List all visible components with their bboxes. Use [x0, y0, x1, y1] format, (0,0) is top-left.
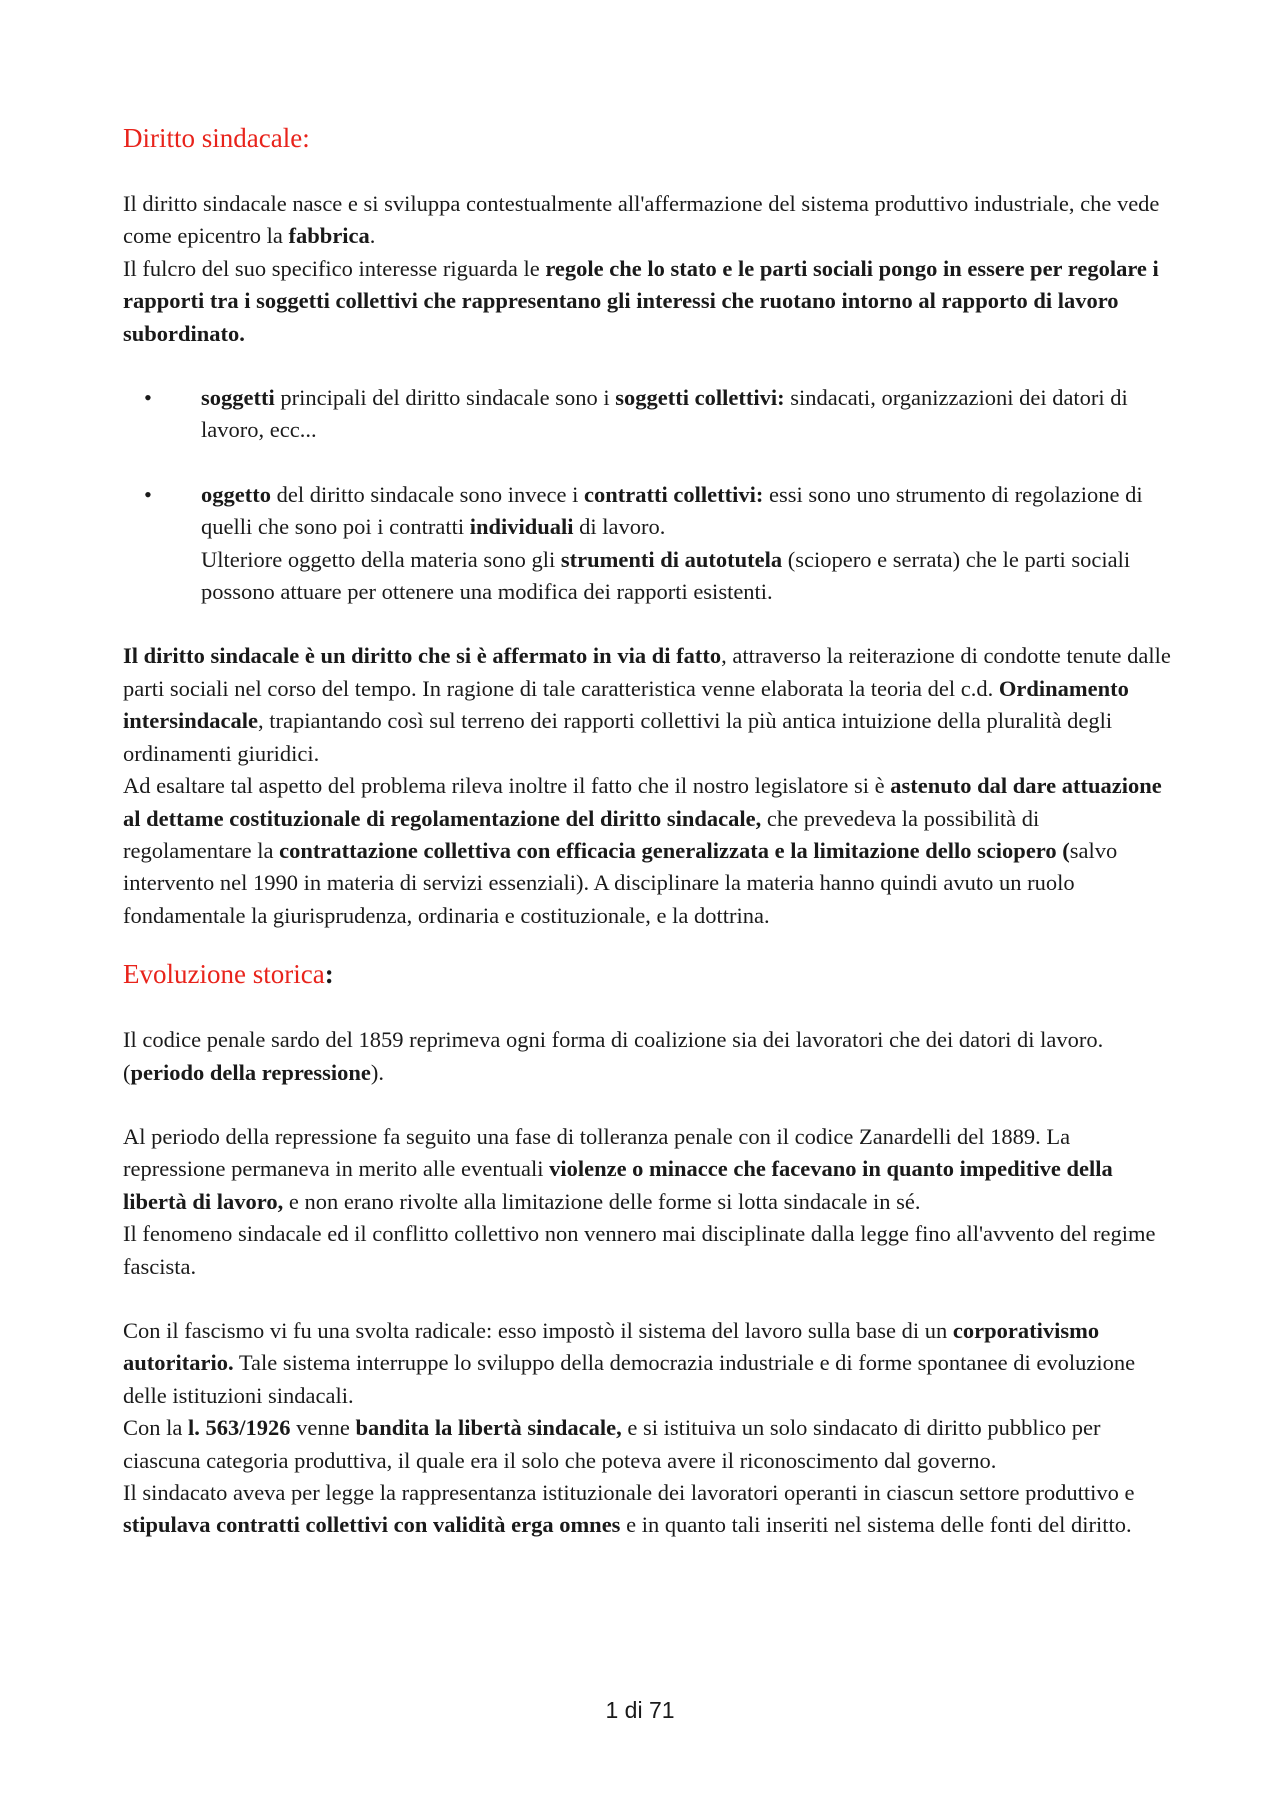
bullet-icon: •: [144, 385, 152, 411]
paragraph-intro: Il diritto sindacale nasce e si sviluppa contestualmente all'affermazione del sistema produttivo industriale, che vede come epicentro la fabbrica.: [123, 191, 1160, 249]
paragraph-legislatore: Ad esaltare tal aspetto del problema rileva inoltre il fatto che il nostro legislatore si è astenuto dal dare attuazione al dettame costituzionale di regolamentazione del diritto sindacale, che prevedeva la possibilità di regolamentare la contrattazione collettiva con efficacia generalizzata e la limitazione dello sciopero (salvo intervento nel 1990 in materia di servizi essenziali). A disciplinare la materia hanno quindi avuto un ruolo fondamentale la giurisprudenza, ordinaria e costituzionale, e la dottrina.: [123, 773, 1162, 928]
paragraph-fulcro: Il fulcro del suo specifico interesse riguarda le regole che lo stato e le parti sociali pongo in essere per regolare i rapporti tra i soggetti collettivi che rappresentano gli interessi che ruotano intorno al rapporto di lavoro subordinato.: [123, 255, 1159, 346]
paragraph-fascismo: Con il fascismo vi fu una svolta radicale: esso impostò il sistema del lavoro sulla base di un corporativismo autoritario. Tale sistema interruppe lo sviluppo della democrazia industriale e di forme spontanee di evoluzione delle istituzioni sindacali.: [123, 1317, 1136, 1408]
bullet-list-2: [123, 479, 1173, 609]
paragraph-diritto-di-fatto: Il diritto sindacale è un diritto che si è affermato in via di fatto, attraverso la reiterazione di condotte tenute dalle parti sociali nel corso del tempo. In ragione di tale caratteristica venne elaborata la teoria del c.d. Ordinamento intersindacale, trapiantando così sul terreno dei rapporti collettivi la più antica intuizione della pluralità degli ordinamenti giuridici.: [123, 643, 1171, 766]
paragraph-sindacato: Il sindacato aveva per legge la rappresentanza istituzionale dei lavoratori operanti in ciascun settore produttivo e stipulava contratti collettivi con validità erga omnes e in quanto tali inseriti nel sistema delle fonti del diritto.: [123, 1480, 1135, 1538]
page-number: 1 di 71: [605, 1697, 675, 1723]
paragraph-fenomeno-sindacale: Il fenomeno sindacale ed il conflitto collettivo non vennero mai disciplinate dalla legge fino all'avvento del regime fascista.: [123, 1221, 1156, 1279]
bullet-item-soggetti: • soggetti principali del diritto sindacale sono i soggetti collettivi: sindacati, organizzazioni dei datori di lavoro, ecc...: [123, 382, 1173, 447]
section-title-evoluzione-storica: Evoluzione storica:: [123, 959, 334, 990]
page-content: [123, 118, 1173, 1542]
bullet-item-oggetto: • oggetto del diritto sindacale sono invece i contratti collettivi: essi sono uno strumento di regolazione di quelli che sono poi i contratti individuali di lavoro. Ulteriore oggetto della materia sono gli strumenti di autotutela (sciopero e serrata) che le parti sociali possono attuare per ottenere una modifica dei rapporti esistenti.: [123, 479, 1173, 609]
section-title-diritto-sindacale: Diritto sindacale:: [123, 123, 310, 153]
bullet-icon: •: [144, 481, 152, 507]
paragraph-legge-1926: Con la l. 563/1926 venne bandita la libertà sindacale, e si istituiva un solo sindacato di diritto pubblico per ciascuna categoria produttiva, il quale era il solo che poteva avere il riconoscimento dal governo.: [123, 1415, 1101, 1473]
paragraph-zanardelli: Al periodo della repressione fa seguito una fase di tolleranza penale con il codice Zanardelli del 1889. La repressione permaneva in merito alle eventuali violenze o minacce che facevano in quanto impeditive della libertà di lavoro, e non erano rivolte alla limitazione delle forme si lotta sindacale in sé.: [123, 1123, 1113, 1214]
paragraph-codice-sardo: Il codice penale sardo del 1859 reprimeva ogni forma di coalizione sia dei lavoratori che dei datori di lavoro. (periodo della repressione).: [123, 1027, 1104, 1085]
bullet-list: [123, 382, 1173, 447]
